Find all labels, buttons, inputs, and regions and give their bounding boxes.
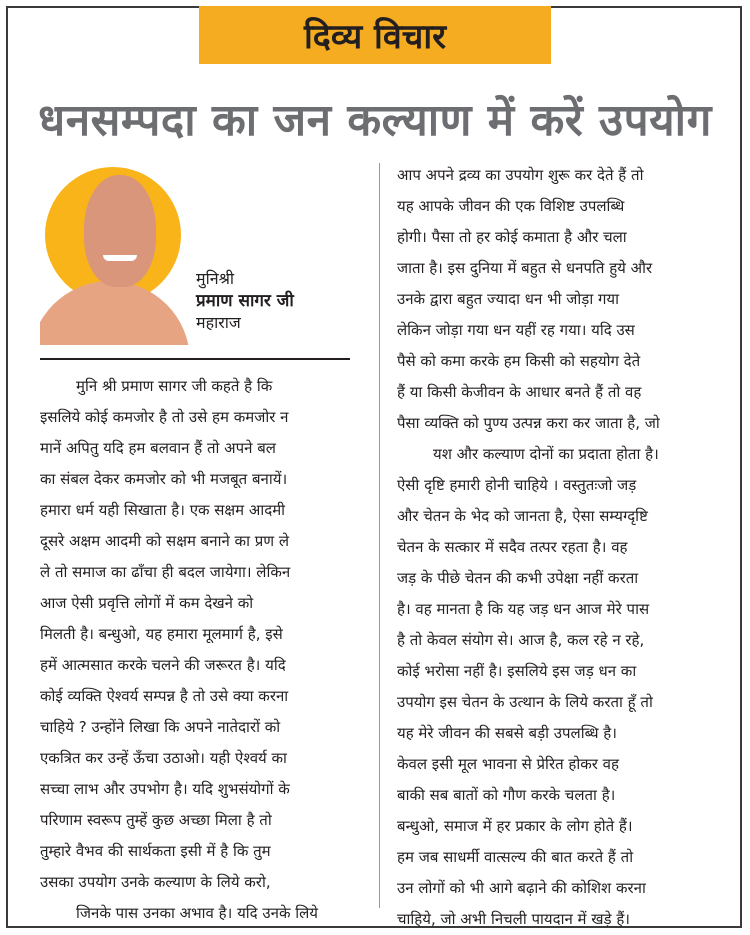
text-line: हमें आत्मसात करके चलने की जरूरत है। यदि	[40, 656, 286, 674]
text-line: बन्धुओ, समाज में हर प्रकार के लोग होते हैं।	[397, 817, 633, 835]
text-line: एकत्रित कर उन्हें ऊँचा उठाओ। यही ऐश्वर्य का	[40, 749, 287, 767]
text-line: ले तो समाज का ढाँचा ही बदल जायेगा। लेकिन	[40, 563, 291, 581]
left-column	[40, 371, 360, 929]
text-line: होगी। पैसा तो हर कोई कमाता है और चला	[397, 228, 627, 246]
author-photo	[40, 163, 190, 345]
text-line: कोई भरोसा नहीं है। इसलिये इस जड़ धन का	[397, 662, 637, 680]
author-byline	[196, 268, 376, 334]
text-line: पैसे को कमा करके हम किसी को सहयोग देते	[397, 352, 641, 370]
byline-divider	[40, 358, 350, 360]
text-line: है तो केवल संयोग से। आज है, कल रहे न रहे,	[397, 631, 645, 649]
text-line: उनके द्वारा बहुत ज्यादा धन भी जोड़ा गया	[397, 290, 620, 308]
section-banner	[199, 6, 551, 64]
text-line: जड़ के पीछे चेतन की कभी उपेक्षा नहीं करता	[397, 569, 639, 587]
text-line: मिलती है। बन्धुओ, यह हमारा मूलमार्ग है, इसे	[40, 625, 283, 643]
text-line: आज ऐसी प्रवृत्ति लोगों में कम देखने को	[40, 594, 254, 612]
text-line: हमारा धर्म यही सिखाता है। एक सक्षम आदमी	[40, 501, 286, 519]
text-line: उन लोगों को भी आगे बढ़ाने की कोशिश करना	[397, 879, 646, 897]
section-title: दिव्य विचार	[303, 17, 447, 57]
text-line: और चेतन के भेद को जानता है, ऐसा सम्यग्दृष्टि	[397, 507, 648, 525]
text-line: तुम्हारे वैभव की सार्थकता इसी में है कि तुम	[40, 842, 271, 860]
text-line: यह आपके जीवन की एक विशिष्ट उपलब्धि	[397, 197, 625, 215]
text-line: आप अपने द्रव्य का उपयोग शुरू कर देते हैं तो	[397, 166, 644, 184]
text-line: इसलिये कोई कमजोर है तो उसे हम कमजोर न	[40, 408, 289, 426]
text-line: केवल इसी मूल भावना से प्रेरित होकर वह	[397, 755, 619, 773]
text-line: उपयोग इस चेतन के उत्थान के लिये करता हूँ तो	[397, 693, 653, 711]
text-line: चेतन के सत्कार में सदैव तत्पर रहता है। वह	[397, 538, 628, 556]
text-line: कोई व्यक्ति ऐश्वर्य सम्पन्न है तो उसे क्या करना	[40, 687, 289, 705]
headline: धनसम्पदा का जन कल्याण में करें उपयोग	[38, 95, 712, 146]
text-line: जाता है। इस दुनिया में बहुत से धनपति हुये और	[397, 259, 653, 277]
right-column	[397, 160, 729, 935]
text-line: है। वह मानता है कि यह जड़ धन आज मेरे पास	[397, 600, 650, 618]
photo-shoulders	[40, 281, 190, 345]
text-line: लेकिन जोड़ा गया धन यहीं रह गया। यदि उस	[397, 321, 635, 339]
text-line: मानें अपितु यदि हम बलवान हैं तो अपने बल	[40, 439, 276, 457]
text-line: सच्चा लाभ और उपभोग है। यदि शुभसंयोगों के	[40, 780, 290, 798]
byline-suffix: महाराज	[196, 313, 241, 332]
photo-smile	[103, 255, 137, 261]
author-name: प्रमाण सागर जी	[196, 291, 294, 311]
text-line: हैं या किसी केजीवन के आधार बनते हैं तो वह	[397, 383, 642, 401]
text-line: दूसरे अक्षम आदमी को सक्षम बनाने का प्रण ले	[40, 532, 290, 550]
text-line: पैसा व्यक्ति को पुण्य उत्पन्न करा कर जाता है, जो	[397, 414, 660, 432]
text-line: जिनके पास उनका अभाव है। यदि उनके लिये	[76, 904, 318, 922]
text-line: मुनि श्री प्रमाण सागर जी कहते है कि	[76, 377, 273, 395]
text-line: उसका उपयोग उनके कल्याण के लिये करो,	[40, 873, 271, 891]
text-line: ऐसी दृष्टि हमारी होनी चाहिये । वस्तुतःजो जड़	[397, 476, 637, 494]
text-line: चाहिये ? उन्होंने लिखा कि अपने नातेदारों को	[40, 718, 281, 736]
photo-head	[84, 175, 156, 287]
text-line: यश और कल्याण दोनों का प्रदाता होता है।	[433, 445, 659, 463]
byline-prefix: मुनिश्री	[196, 269, 235, 288]
column-divider	[379, 163, 380, 908]
text-line: बाकी सब बातों को गौण करके चलता है।	[397, 786, 616, 804]
text-line: यह मेरे जीवन की सबसे बड़ी उपलब्धि है।	[397, 724, 617, 742]
text-line: चाहिये, जो अभी निचली पायदान में खड़े हैं।	[397, 910, 630, 928]
text-line: का संबल देकर कमजोर को भी मजबूत बनायें।	[40, 470, 288, 488]
text-line: परिणाम स्वरूप तुम्हें कुछ अच्छा मिला है तो	[40, 811, 272, 829]
text-line: हम जब साधर्मी वात्सल्य की बात करते हैं तो	[397, 848, 634, 866]
